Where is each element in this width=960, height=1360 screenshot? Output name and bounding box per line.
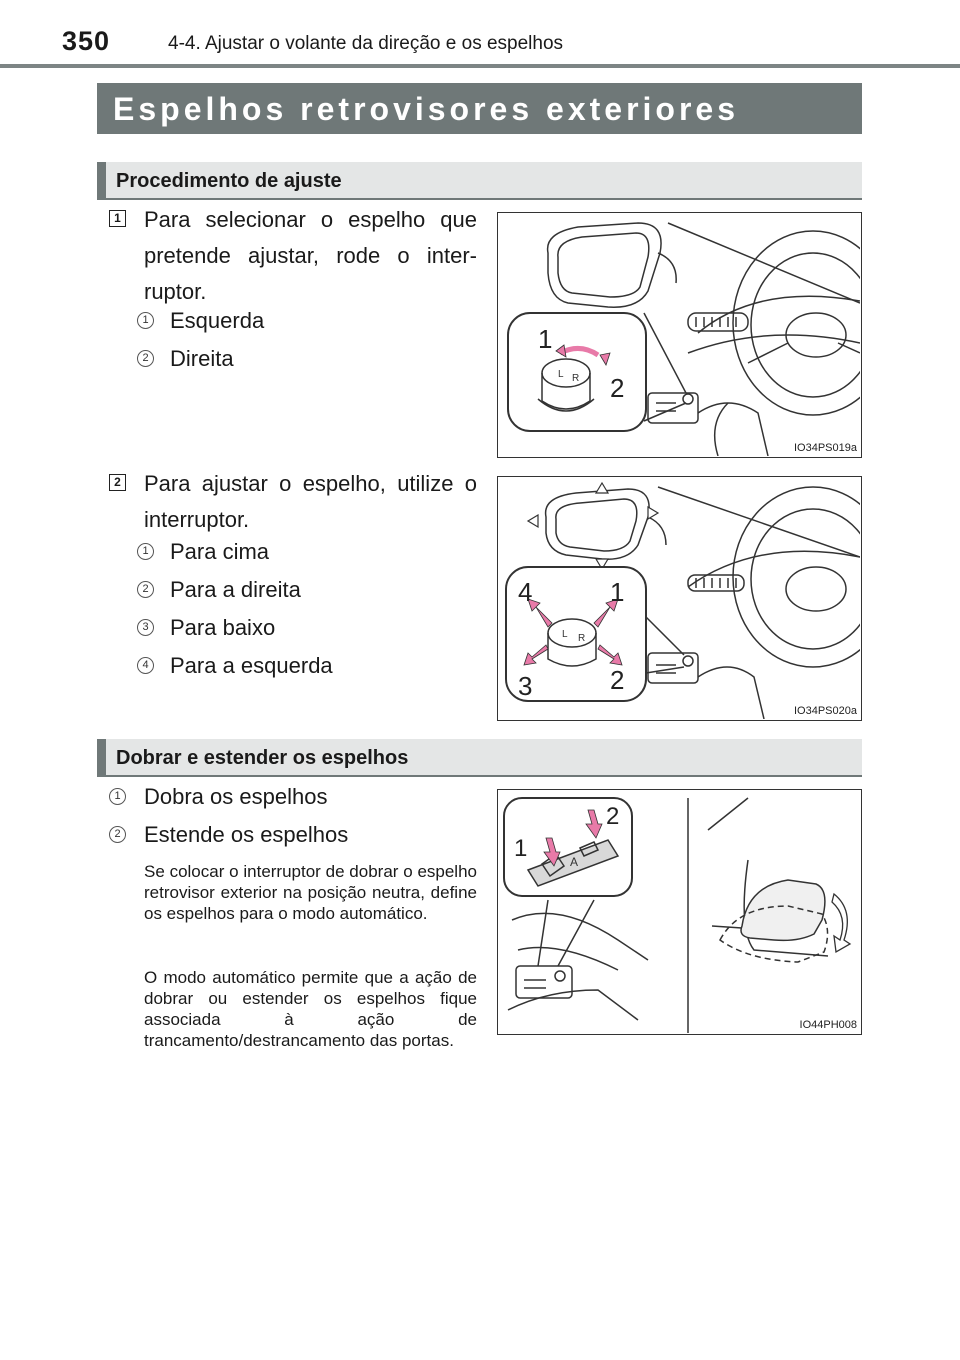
step-2-item-1-label: Para cima	[170, 539, 270, 564]
step-1-item-1-label: Esquerda	[170, 308, 265, 333]
figure-mirror-select-drawing	[498, 213, 860, 456]
step-2-item-3-label: Para baixo	[170, 615, 276, 640]
figure-2-id: IO34PS020a	[794, 705, 857, 717]
figure-2-callout-3: 3	[518, 671, 533, 701]
switch-letter-r: R	[572, 373, 580, 384]
fold-note-auto: O modo automático permite que a ação de dobrar ou estender os espelhos fique associada à ação de trancamento/destrancamento das portas.	[144, 968, 477, 1050]
switch-2-letter-l: L	[562, 629, 568, 640]
step-2-item-4-number: 4	[137, 657, 154, 674]
step-1-item-2-label: Direita	[170, 346, 234, 371]
figure-1-callout-1: 1	[538, 324, 553, 354]
figure-2-callout-4: 4	[518, 577, 533, 607]
switch-2-letter-r: R	[578, 633, 586, 644]
step-2-item-1-number: 1	[137, 543, 154, 560]
subheading-fold	[97, 739, 862, 777]
figure-1-id: IO34PS019a	[794, 442, 857, 454]
subheading-bar	[97, 739, 106, 775]
subheading-adjust	[97, 162, 862, 200]
figure-mirror-fold	[497, 789, 862, 1035]
step-1-item-1-number: 1	[137, 312, 154, 329]
figure-mirror-select	[497, 212, 862, 458]
step-2-item-2-number: 2	[137, 581, 154, 598]
fold-item-1-number: 1	[109, 788, 126, 805]
subheading-bar	[97, 162, 106, 198]
figure-3-callout-1: 1	[514, 835, 528, 862]
step-1-text: Para selecionar o espelho que pretende ajustar, rode o inter-ruptor.	[144, 207, 477, 304]
figure-mirror-adjust	[497, 476, 862, 721]
figure-3-id: IO44PH008	[799, 1019, 857, 1031]
switch-letter-l: L	[558, 369, 564, 380]
step-2-item-2-label: Para a direita	[170, 577, 301, 602]
fold-switch-letter: A	[570, 855, 579, 869]
figure-mirror-adjust-drawing	[498, 477, 860, 719]
figure-2-callout-2: 2	[610, 665, 625, 695]
subheading-adjust-title: Procedimento de ajuste	[116, 170, 342, 192]
figure-2-callout-1: 1	[610, 577, 625, 607]
step-number-1: 1	[109, 210, 126, 227]
section-banner	[97, 83, 862, 134]
page-number: 350	[62, 26, 111, 56]
header-rule	[0, 64, 960, 68]
section-title: Espelhos retrovisores exteriores	[113, 91, 740, 127]
chapter-title: 4-4. Ajustar o volante da direção e os espelhos	[168, 33, 564, 54]
fold-item-2-number: 2	[109, 826, 126, 843]
fold-item-2-label: Estende os espelhos	[144, 822, 349, 847]
step-1-item-2-number: 2	[137, 350, 154, 367]
step-number-2: 2	[109, 474, 126, 491]
step-2-text: Para ajustar o espelho, utilize o interruptor.	[144, 471, 477, 532]
step-2-item-3-number: 3	[137, 619, 154, 636]
step-2-item-4-label: Para a esquerda	[170, 653, 333, 678]
figure-1-callout-2: 2	[610, 373, 625, 403]
figure-3-callout-2: 2	[606, 803, 620, 830]
fold-note-neutral: Se colocar o interruptor de dobrar o espelho retrovisor exterior na posição neutra, define os espelhos para o modo automático.	[144, 862, 477, 923]
fold-item-1-label: Dobra os espelhos	[144, 784, 328, 809]
figure-mirror-fold-drawing	[498, 790, 860, 1033]
subheading-fold-title: Dobrar e estender os espelhos	[116, 747, 409, 769]
